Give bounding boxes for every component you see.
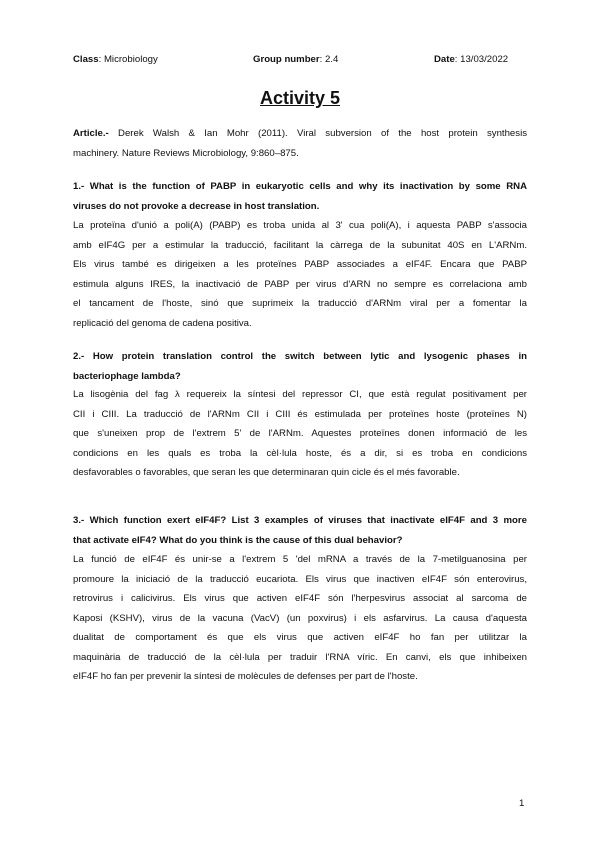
answer-line: La proteïna d'unió a poli(A) (PABP) es troba unida al 3' cua poli(A), i aquesta PABP s'associa (73, 220, 527, 231)
question-line: bacteriophage lambda? (73, 370, 181, 382)
answer-line: Els virus també es dirigeixen a les proteïnes PABP associades a eIF4F. Encara que PABP (73, 259, 527, 270)
answer-1 (73, 216, 527, 333)
question-line: viruses do not provoke a decrease in host translation. (73, 200, 320, 212)
date-label: Date (434, 54, 455, 65)
answer-line: estimula alguns IRES, la inactivació de PABP per virus d'ARN no sempre es correlaciona amb (73, 278, 527, 290)
answer-line: La funció de eIF4F és unir-se a l'extrem 5 'del mRNA a través de la 7-metilguanosina per (73, 554, 527, 565)
article-reference (73, 124, 527, 163)
question-line: 3.- Which function exert eIF4F? List 3 examples of viruses that inactivate eIF4F and 3 more (73, 515, 527, 526)
answer-line: maquinària de traducció de la cèl·lula per traduir l'RNA víric. En canvi, els que inhibeixen (73, 651, 527, 663)
class-value: : Microbiology (98, 54, 158, 65)
question-line: 2.- How protein translation control the switch between lytic and lysogenic phases in (73, 351, 527, 362)
answer-line: el tancament de l'hoste, sinó que suprimeix la traducció d'ARNm viral per a fomentar la (73, 298, 527, 309)
answer-line: Kaposi (KSHV), virus de la vacuna (VacV) (un poxvirus) i els asfarvirus. La causa d'aquesta (73, 612, 527, 624)
answer-3 (73, 550, 527, 687)
question-1 (73, 177, 527, 216)
answer-line: promoure la iniciació de la traducció eucariota. Els virus que inactiven eIF4F són enterovirus, (73, 573, 527, 585)
group-value: : 2.4 (319, 54, 339, 65)
answer-2 (73, 385, 527, 483)
article-label: Article.- (73, 128, 109, 139)
page-number: 1 (519, 798, 525, 809)
question-line: 1.- What is the function of PABP in eukaryotic cells and why its inactivation by some RNA (73, 181, 527, 192)
date-field (434, 54, 508, 65)
answer-line: condicions en les quals es troba la cèl·lula hoste, és a dir, si es troba en condicions (73, 447, 527, 459)
article-line (73, 124, 527, 144)
group-field (253, 54, 338, 65)
answer-line: eIF4F ho fan per prevenir la síntesi de molècules de defenses per part de l'hoste. (73, 671, 418, 682)
class-field (73, 54, 158, 65)
answer-line: desfavorables o favorables, que seran les que determinaran quin cicle és el més favorable. (73, 467, 460, 478)
article-line: machinery. Nature Reviews Microbiology, 9:860–875. (73, 147, 299, 159)
answer-line: retrovirus i calicivirus. Els virus que activen eIF4F són l'herpesvirus associat al sarcoma de (73, 593, 527, 604)
answer-line: La lisogènia del fag λ requereix la síntesi del repressor CI, que està regulat positivament per (73, 389, 527, 400)
answer-line: CII i CIII. La traducció de l'ARNm CII i CIII és estimulada per proteïnes hoste (proteïnes N) (73, 408, 527, 420)
question-2 (73, 347, 527, 386)
page-title: Activity 5 (259, 88, 341, 108)
question-3 (73, 511, 527, 550)
answer-line: dualitat de comportament és que els virus que activen eIF4F ho fan per utilitzar la (73, 632, 527, 643)
class-label: Class (73, 54, 99, 65)
answer-line: que s'uneixen prop de l'extrem 5' de l'ARNm. Aquestes proteïnes donen informació de les (73, 428, 527, 439)
answer-line: amb eIF4G per a estimular la traducció, facilitant la càrrega de la subunitat 40S en L'ARNm. (73, 239, 527, 251)
date-value: : 13/03/2022 (454, 54, 509, 65)
article-text: Derek Walsh & Ian Mohr (2011). Viral subversion of the host protein synthesis (108, 128, 527, 139)
answer-line: replicació del genoma de cadena positiva. (73, 317, 252, 329)
group-label: Group number (253, 54, 320, 65)
question-line: that activate eIF4? What do you think is the cause of this dual behavior? (73, 534, 403, 546)
